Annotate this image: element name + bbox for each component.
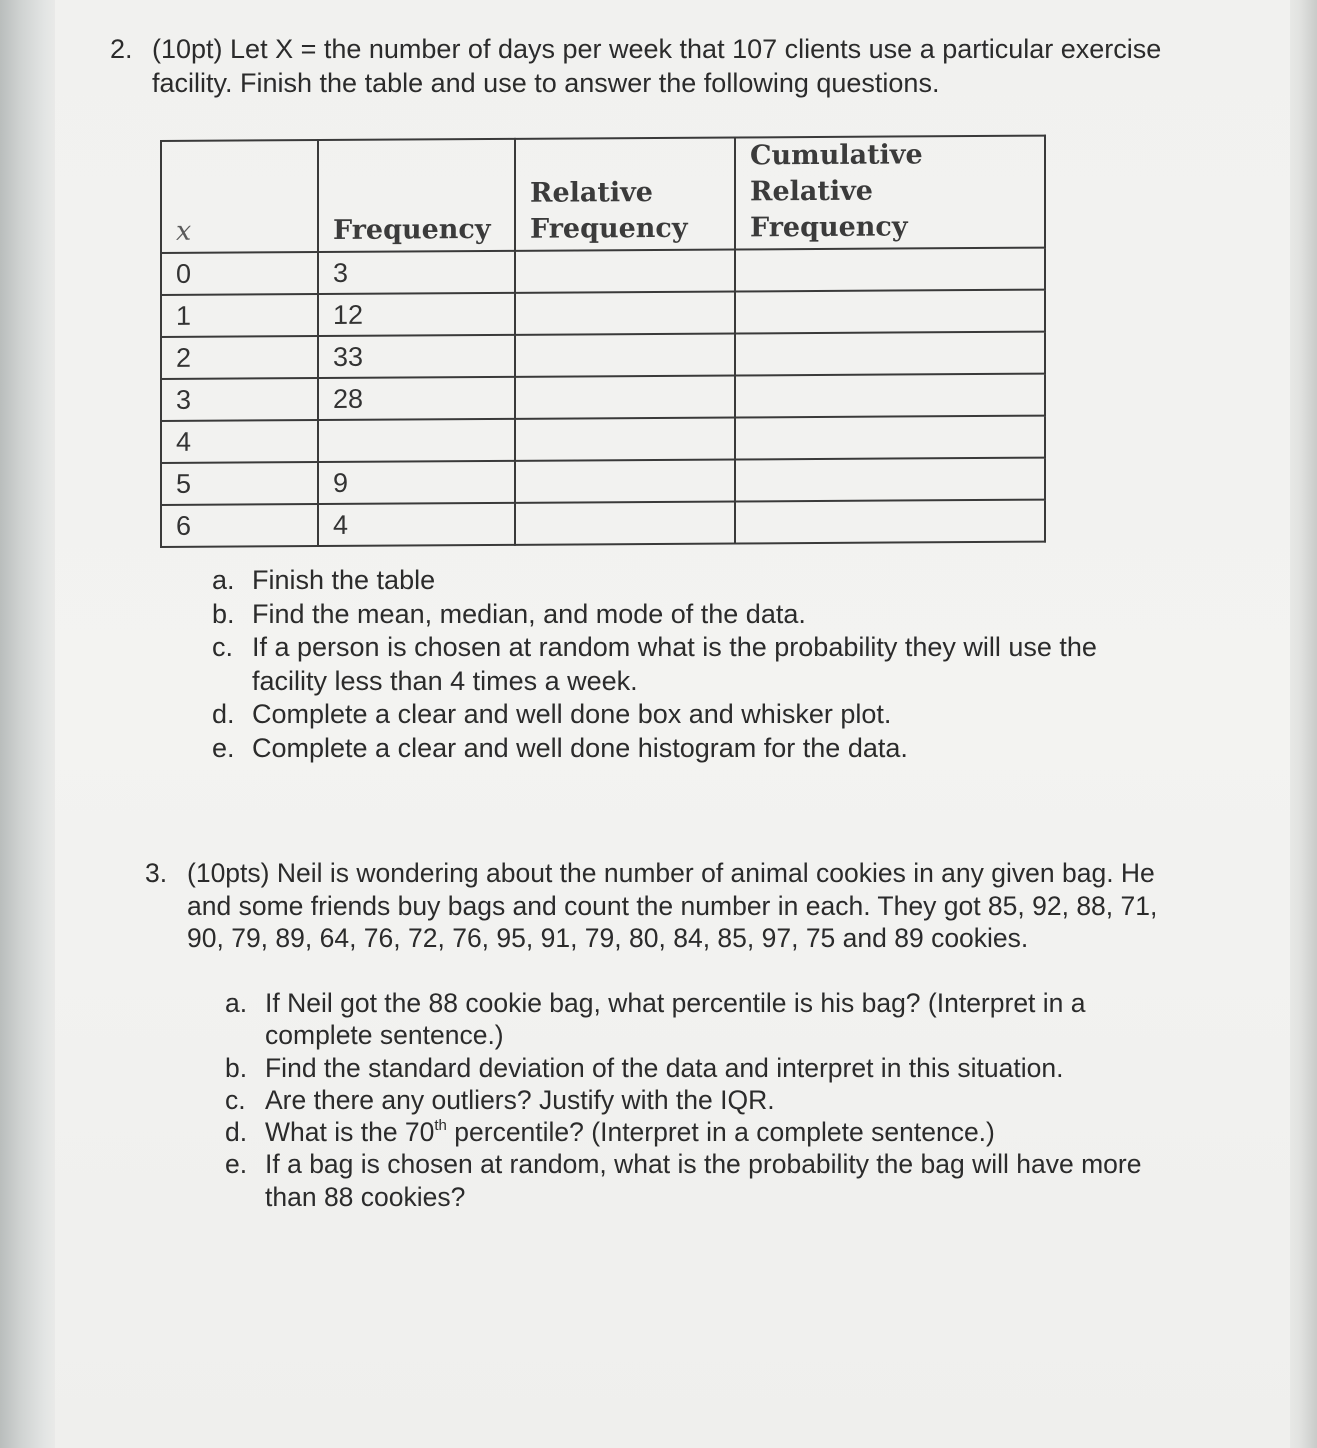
cell-relative-frequency [515, 333, 735, 376]
cell-relative-frequency [515, 291, 735, 334]
part-text: Find the mean, median, and mode of the data. [252, 598, 806, 629]
table-header-row [161, 136, 1045, 253]
list-item [225, 1084, 1165, 1116]
frequency-table [160, 135, 1046, 548]
question-3-parts [225, 987, 1165, 1213]
part-text: If a person is chosen at random what is the probability they will use the facility less than 4 times a week. [252, 632, 1097, 696]
list-item [212, 631, 1177, 698]
part-text: Find the standard deviation of the data and interpret in this situation. [265, 1052, 1064, 1083]
part-text: If a bag is chosen at random, what is the probability the bag will have more than 88 cookies? [265, 1149, 1142, 1212]
question-3 [145, 857, 1165, 955]
part-text-pre: What is the 70 [265, 1117, 435, 1148]
cell-cumulative-relative-frequency [735, 500, 1045, 544]
cell-x: 6 [161, 504, 318, 547]
cell-frequency: 4 [318, 503, 515, 546]
question-number: 2. [110, 34, 133, 64]
cell-x: 1 [161, 294, 318, 337]
part-text: Finish the table [252, 565, 436, 595]
cell-x: 4 [161, 420, 318, 463]
ordinal-superscript: th [434, 1117, 447, 1135]
list-item [212, 598, 1177, 632]
table-row [161, 332, 1045, 379]
list-item [225, 1116, 1165, 1148]
part-letter: a. [212, 565, 235, 595]
cell-frequency: 33 [318, 335, 515, 378]
part-letter: d. [212, 699, 235, 729]
cell-cumulative-relative-frequency [735, 332, 1045, 376]
cell-relative-frequency [515, 375, 735, 418]
cell-x: 0 [161, 252, 318, 295]
part-text: Complete a clear and well done histogram for the data. [252, 732, 908, 763]
column-header-x: x [161, 140, 318, 253]
cell-frequency [318, 419, 515, 462]
part-letter: d. [225, 1117, 248, 1148]
cell-cumulative-relative-frequency [735, 416, 1045, 460]
table-row [161, 290, 1045, 337]
part-letter: b. [212, 598, 235, 629]
cell-x: 2 [161, 336, 318, 379]
column-header-frequency: Frequency [318, 139, 515, 252]
list-item [212, 564, 1177, 598]
cell-x: 3 [161, 378, 318, 421]
part-letter: b. [225, 1052, 248, 1083]
cell-relative-frequency [515, 459, 735, 502]
list-item [225, 1052, 1165, 1084]
list-item [212, 732, 1177, 766]
cell-frequency: 28 [318, 377, 515, 420]
cell-x: 5 [161, 462, 318, 505]
cell-relative-frequency [515, 501, 735, 544]
cell-cumulative-relative-frequency [735, 374, 1045, 418]
cell-cumulative-relative-frequency [735, 248, 1045, 292]
column-header-cumulative-relative-frequency: Cumulative Relative Frequency [735, 136, 1045, 250]
cell-cumulative-relative-frequency [735, 290, 1045, 334]
table-row [161, 458, 1045, 505]
table-row [161, 500, 1045, 547]
cell-cumulative-relative-frequency [735, 458, 1045, 502]
question-number: 3. [145, 858, 168, 888]
cell-relative-frequency [515, 249, 735, 292]
part-letter: e. [212, 732, 235, 763]
part-letter: c. [212, 632, 234, 662]
part-letter: e. [225, 1149, 248, 1180]
table-row [161, 374, 1045, 421]
question-2-parts [212, 564, 1177, 765]
list-item [225, 1148, 1165, 1213]
table-row [161, 416, 1045, 463]
list-item [212, 698, 1177, 732]
cell-frequency: 9 [318, 461, 515, 504]
part-text: Are there any outliers? Justify with the IQR. [265, 1084, 775, 1115]
cell-frequency: 3 [318, 251, 515, 294]
part-letter: c. [225, 1084, 246, 1115]
table-row [161, 248, 1045, 295]
question-text: (10pts) Neil is wondering about the number of animal cookies in any given bag. He and some friends buy bags and count the number in each. They got 85, 92, 88, 71, 90, 79, 89, 64, 76, 72, 76, 95, 91, 79, 80, 84, 85, 97, 75 and 89 cookies. [187, 858, 1158, 953]
list-item [225, 987, 1165, 1052]
part-text-post: percentile? (Interpret in a complete sentence.) [446, 1117, 995, 1148]
question-text: (10pt) Let X = the number of days per week that 107 clients use a particular exercise facility. Finish the table and use to answer the following questions. [152, 34, 1162, 98]
cell-frequency: 12 [318, 293, 515, 336]
part-text: Complete a clear and well done box and whisker plot. [252, 699, 892, 729]
part-text: If Neil got the 88 cookie bag, what percentile is his bag? (Interpret in a complete sentence.) [265, 988, 1086, 1051]
question-2 [110, 32, 1190, 100]
column-header-relative-frequency: Relative Frequency [515, 137, 735, 250]
part-letter: a. [225, 988, 248, 1018]
cell-relative-frequency [515, 417, 735, 460]
